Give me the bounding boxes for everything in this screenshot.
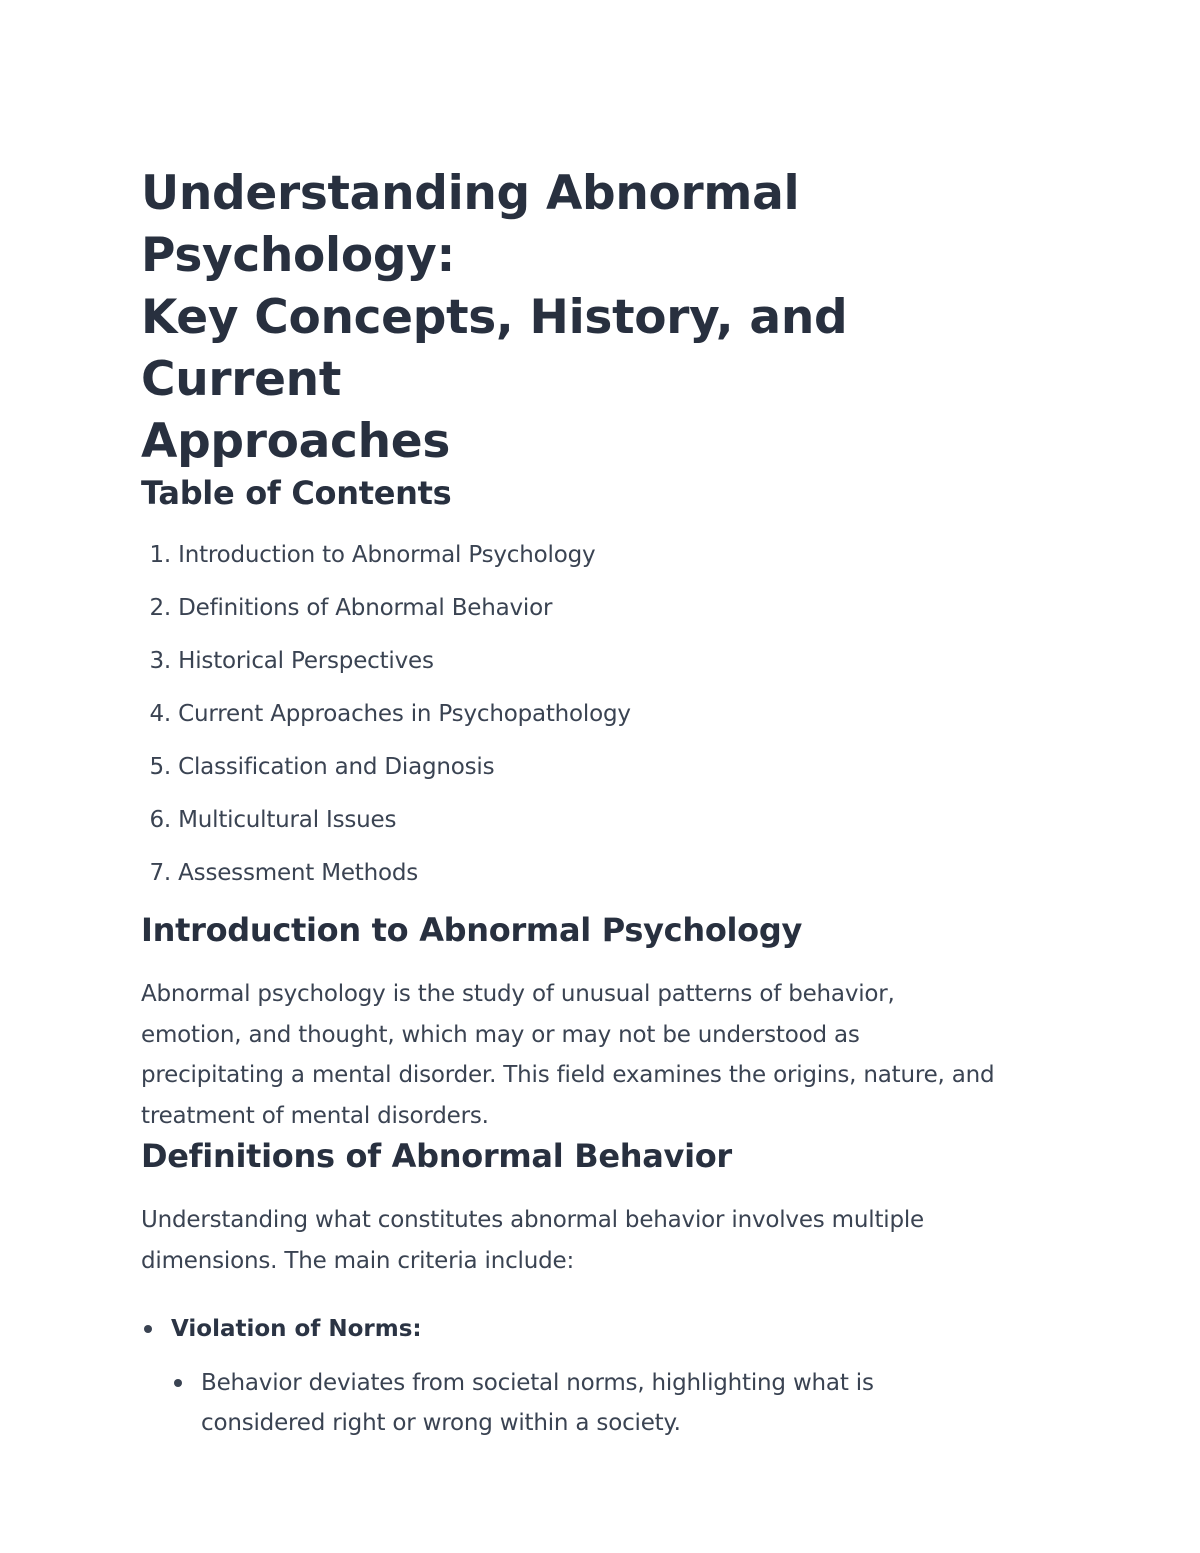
toc-item-number: 3. bbox=[149, 648, 171, 674]
toc-item-number: 7. bbox=[149, 860, 171, 886]
introduction-heading: Introduction to Abnormal Psychology bbox=[141, 911, 803, 949]
title-line: Approaches bbox=[141, 414, 451, 469]
toc-item-number: 4. bbox=[149, 701, 171, 727]
paragraph-line: emotion, and thought, which may or may not be understood as bbox=[141, 1021, 860, 1048]
toc-heading: Table of Contents bbox=[141, 474, 452, 512]
toc-item-label: Assessment Methods bbox=[178, 860, 419, 886]
detail-line: considered right or wrong within a society. bbox=[201, 1410, 681, 1436]
bullet-icon bbox=[144, 1325, 152, 1333]
toc-item-label: Current Approaches in Psychopathology bbox=[178, 701, 631, 727]
document-page bbox=[141, 163, 1061, 1444]
paragraph-line: treatment of mental disorders. bbox=[141, 1102, 489, 1129]
toc-item-number: 6. bbox=[149, 807, 171, 833]
definitions-paragraph bbox=[141, 1200, 1061, 1281]
table-of-contents bbox=[141, 539, 1061, 910]
bullet-icon bbox=[174, 1379, 182, 1387]
title-line: Key Concepts, History, and Current bbox=[141, 290, 848, 407]
toc-item bbox=[141, 804, 1061, 857]
criterion-label: Violation of Norms: bbox=[171, 1316, 422, 1342]
paragraph-line: Understanding what constitutes abnormal behavior involves multiple bbox=[141, 1207, 924, 1233]
toc-item bbox=[141, 539, 1061, 592]
definitions-heading: Definitions of Abnormal Behavior bbox=[141, 1137, 732, 1175]
title-line: Understanding Abnormal Psychology: bbox=[141, 166, 800, 283]
detail-line: Behavior deviates from societal norms, highlighting what is bbox=[201, 1369, 874, 1396]
toc-item bbox=[141, 751, 1061, 804]
criteria-list bbox=[141, 1309, 1061, 1444]
toc-item bbox=[141, 698, 1061, 751]
paragraph-line: dimensions. The main criteria include: bbox=[141, 1247, 575, 1274]
toc-item-label: Definitions of Abnormal Behavior bbox=[178, 595, 553, 621]
criteria-item bbox=[141, 1309, 1061, 1444]
paragraph-line: Abnormal psychology is the study of unusual patterns of behavior, bbox=[141, 981, 895, 1007]
introduction-paragraph bbox=[141, 974, 1061, 1136]
toc-item bbox=[141, 857, 1061, 910]
document-title bbox=[141, 163, 1061, 473]
toc-item-label: Introduction to Abnormal Psychology bbox=[178, 542, 596, 568]
toc-item bbox=[141, 592, 1061, 645]
criterion-details-list bbox=[171, 1363, 1061, 1444]
toc-item bbox=[141, 645, 1061, 698]
toc-item-number: 1. bbox=[149, 542, 171, 568]
toc-item-label: Classification and Diagnosis bbox=[178, 754, 495, 780]
criterion-detail bbox=[171, 1363, 1061, 1444]
paragraph-line: precipitating a mental disorder. This field examines the origins, nature, and bbox=[141, 1062, 995, 1088]
toc-item-number: 5. bbox=[149, 754, 171, 780]
toc-item-label: Historical Perspectives bbox=[178, 648, 434, 674]
toc-item-label: Multicultural Issues bbox=[178, 807, 397, 833]
toc-item-number: 2. bbox=[149, 595, 171, 621]
